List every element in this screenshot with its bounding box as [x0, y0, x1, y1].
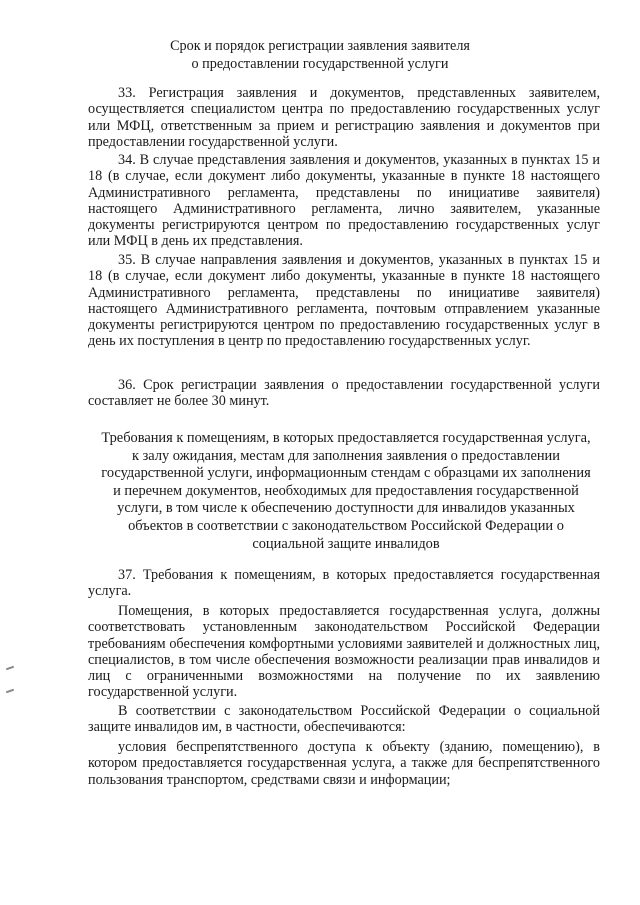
paragraph-37-premises: Помещения, в которых предоставляется государственная услуга, должны соответствовать установленным законодательством Российской Федерации требованиям обеспечения комфортными условиями заявителей и должностных лиц, специалистов, в том числе обеспечения возможности реализации прав инвалидов и лиц с ограниченными возможностями на получение по их заявлению государственной услуги.: [88, 603, 600, 701]
requirements-title-line: и перечнем документов, необходимых для предоставления государственной: [113, 482, 579, 499]
requirements-title-line: к залу ожидания, местам для заполнения заявления о предоставлении: [132, 447, 560, 464]
paragraph-33: 33. Регистрация заявления и документов, представленных заявителем, осуществляется специалистом центра по предоставлению государственных услуг или МФЦ, ответственным за прием и регистрацию заявления и документов при предоставлении государственной услуги.: [88, 85, 600, 150]
paragraph-37-access-conditions: условия беспрепятственного доступа к объекту (зданию, помещению), в котором предоставляется государственная услуга, а также для беспрепятственного пользования транспортом, средствами связи и информации;: [88, 739, 600, 788]
section-title-line-2: о предоставлении государственной услуги: [191, 56, 449, 72]
paragraph-37: 37. Требования к помещениям, в которых предоставляется государственная услуга.: [88, 567, 600, 600]
paragraph-34: 34. В случае представления заявления и документов, указанных в пунктах 15 и 18 (в случае, если документ либо документы, указанные в пункте 18 настоящего Административного регламента, представлены по инициативе заявителя) настоящего Административного регламента, лично заявителем, указанные документы регистрируются центром по предоставлению государственных услуг или МФЦ в день их представления.: [88, 152, 600, 250]
requirements-title-line: услуги, в том числе к обеспечению доступности для инвалидов указанных: [117, 500, 575, 517]
margin-scan-mark: [6, 666, 14, 671]
requirements-title-line: объектов в соответствии с законодательством Российской Федерации о: [128, 517, 564, 534]
section-title-line-1: Срок и порядок регистрации заявления заявителя: [170, 38, 470, 54]
section-title: [0, 37, 640, 73]
requirements-title-line: Требования к помещениям, в которых предоставляется государственная услуга,: [101, 430, 591, 446]
paragraph-35: 35. В случае направления заявления и документов, указанных в пунктах 15 и 18 (в случае, если документ либо документы, указанные в пункте 18 настоящего Административного регламента, представлены по инициативе заявителя) настоящего Административного регламента, почтовым отправлением указанные документы регистрируются центром по предоставлению государственных услуг в день их поступления в центр по предоставлению государственных услуг.: [88, 252, 600, 350]
requirements-title: [80, 430, 612, 553]
paragraph-37-disabled-rights: В соответствии с законодательством Российской Федерации о социальной защите инвалидов им, в частности, обеспечиваются:: [88, 703, 600, 736]
paragraph-36: 36. Срок регистрации заявления о предоставлении государственной услуги составляет не более 30 минут.: [88, 377, 600, 410]
requirements-title-line: социальной защите инвалидов: [252, 535, 440, 552]
margin-scan-mark: [6, 689, 14, 694]
requirements-title-line: государственной услуги, информационным стендам с образцами их заполнения: [101, 465, 591, 482]
